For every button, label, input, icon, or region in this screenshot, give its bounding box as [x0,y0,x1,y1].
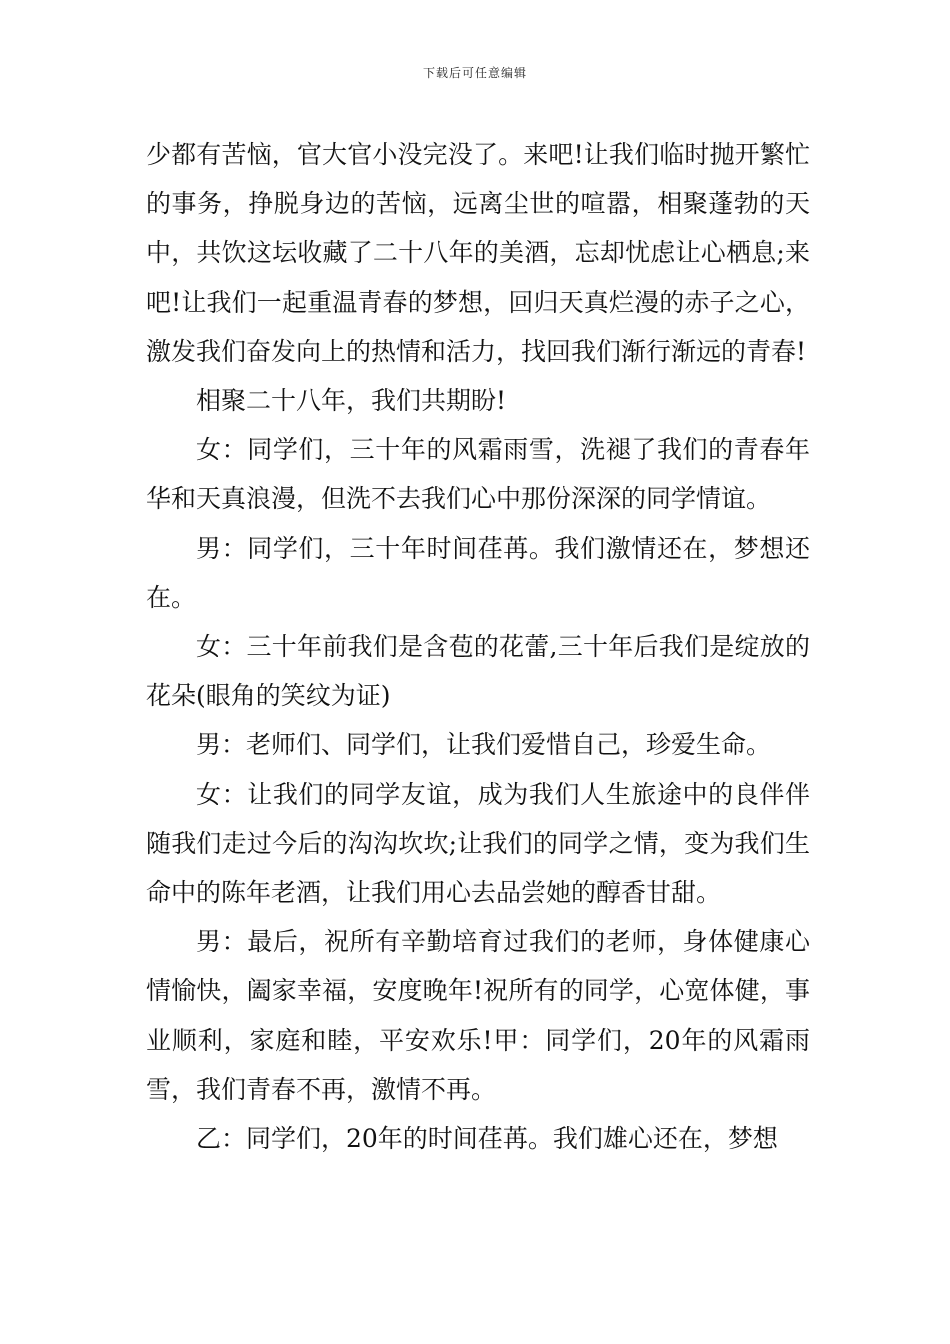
document-body [146,130,810,1163]
page-header: 下载后可任意编辑 [422,66,527,80]
paragraph: 相聚二十八年，我们共期盼! [196,386,507,416]
paragraph: 男：最后，祝所有辛勤培育过我们的老师，身体健康心情愉快，阖家幸福，安度晚年!祝所有的同学，心宽体健，事业顺利，家庭和睦，平安欢乐!甲：同学们，20年的风霜雨雪，我们青春不再，激情不再。 [146,927,810,1104]
paragraph: 少都有苦恼，官大官小没完没了。来吧!让我们临时抛开繁忙的事务，挣脱身边的苦恼，远离尘世的喧嚣，相聚蓬勃的天中，共饮这坛收藏了二十八年的美酒，忘却忧虑让心栖息;来吧!让我们一起重温青春的梦想，回归天真烂漫的赤子之心，激发我们奋发向上的热情和活力，找回我们渐行渐远的青春! [146,140,810,366]
paragraph: 男：老师们、同学们，让我们爱惜自己，珍爱生命。 [196,730,772,760]
paragraph: 男：同学们，三十年时间荏苒。我们激情还在，梦想还在。 [146,533,810,612]
paragraph: 乙：同学们，20年的时间荏苒。我们雄心还在，梦想 [196,1124,778,1154]
paragraph: 女：让我们的同学友谊，成为我们人生旅途中的良伴伴随我们走过今后的沟沟坎坎;让我们的同学之情，变为我们生命中的陈年老酒，让我们用心去品尝她的醇香甘甜。 [146,779,810,908]
paragraph: 女：三十年前我们是含苞的花蕾,三十年后我们是绽放的花朵(眼角的笑纹为证) [146,632,810,711]
paragraph: 女：同学们，三十年的风霜雨雪，洗褪了我们的青春年华和天真浪漫，但洗不去我们心中那份深深的同学情谊。 [146,435,810,514]
